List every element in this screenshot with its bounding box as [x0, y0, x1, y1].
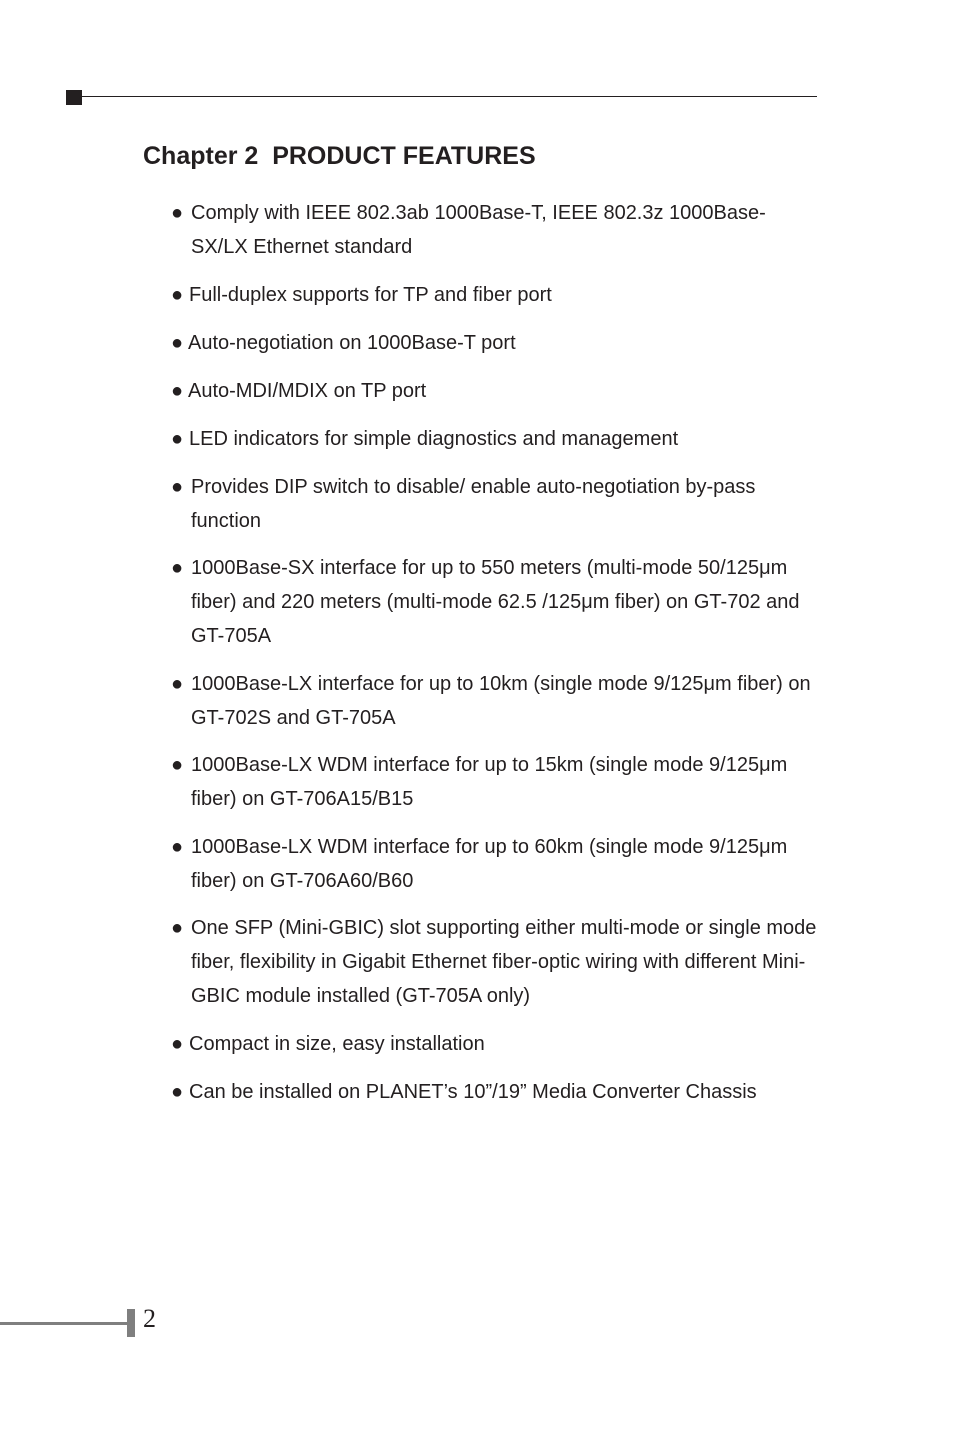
- bullet-icon: ●: [171, 476, 184, 498]
- page-number: 2: [143, 1304, 156, 1333]
- feature-text: Can be installed on PLANET’s 10”/19” Media Converter Chassis: [189, 1081, 757, 1103]
- feature-1000base-sx: [171, 551, 821, 653]
- feature-full-duplex: [171, 278, 821, 312]
- feature-led-indicators: [171, 422, 821, 456]
- feature-wdm-15km: [171, 748, 821, 816]
- bullet-icon: ●: [171, 1033, 184, 1055]
- bullet-icon: ●: [171, 380, 184, 402]
- feature-text: Full-duplex supports for TP and fiber port: [189, 284, 552, 306]
- feature-text: Comply with IEEE 802.3ab 1000Base-T, IEEE 802.3z 1000Base-SX/LX Ethernet standard: [191, 202, 766, 258]
- footer-rule: [0, 1322, 128, 1325]
- bullet-icon: ●: [171, 284, 184, 306]
- header-rule: [82, 96, 817, 97]
- bullet-icon: ●: [171, 754, 184, 776]
- feature-dip-switch: [171, 470, 821, 538]
- feature-sfp-slot: [171, 911, 821, 1013]
- feature-1000base-lx: [171, 667, 821, 735]
- feature-text: 1000Base-SX interface for up to 550 meters (multi-mode 50/125μm fiber) and 220 meters (multi-mode 62.5 /125μm fiber) on GT-702 and GT-705A: [191, 557, 800, 647]
- bullet-icon: ●: [171, 917, 184, 939]
- bullet-icon: ●: [171, 332, 184, 354]
- feature-wdm-60km: [171, 830, 821, 898]
- feature-text: Auto-MDI/MDIX on TP port: [188, 380, 427, 402]
- bullet-icon: ●: [171, 557, 184, 579]
- bullet-icon: ●: [171, 428, 184, 450]
- bullet-icon: ●: [171, 673, 184, 695]
- bullet-icon: ●: [171, 1081, 184, 1103]
- chapter-title: Chapter 2 PRODUCT FEATURES: [143, 142, 536, 170]
- feature-text: 1000Base-LX WDM interface for up to 60km (single mode 9/125μm fiber) on GT-706A60/B60: [191, 836, 788, 892]
- feature-compact-size: [171, 1027, 821, 1061]
- feature-text: LED indicators for simple diagnostics and management: [189, 428, 679, 450]
- header-square-marker: [66, 90, 82, 105]
- feature-text: 1000Base-LX WDM interface for up to 15km (single mode 9/125μm fiber) on GT-706A15/B15: [191, 754, 788, 810]
- bullet-icon: ●: [171, 202, 184, 224]
- feature-text: 1000Base-LX interface for up to 10km (single mode 9/125μm fiber) on GT-702S and GT-705A: [191, 673, 811, 729]
- footer-bar-marker: [127, 1309, 135, 1337]
- feature-chassis: [171, 1075, 821, 1109]
- feature-text: Compact in size, easy installation: [189, 1033, 485, 1055]
- feature-auto-negotiation: [171, 326, 821, 360]
- feature-text: Provides DIP switch to disable/ enable auto-negotiation by-pass function: [191, 476, 756, 532]
- bullet-icon: ●: [171, 836, 184, 858]
- feature-ieee-standard: [171, 196, 821, 264]
- feature-text: One SFP (Mini-GBIC) slot supporting either multi-mode or single mode fiber, flexibility in Gigabit Ethernet fiber-optic wiring with different Mini-GBIC module installed (GT-705A only): [191, 917, 817, 1007]
- feature-text: Auto-negotiation on 1000Base-T port: [188, 332, 516, 354]
- feature-auto-mdi: [171, 374, 821, 408]
